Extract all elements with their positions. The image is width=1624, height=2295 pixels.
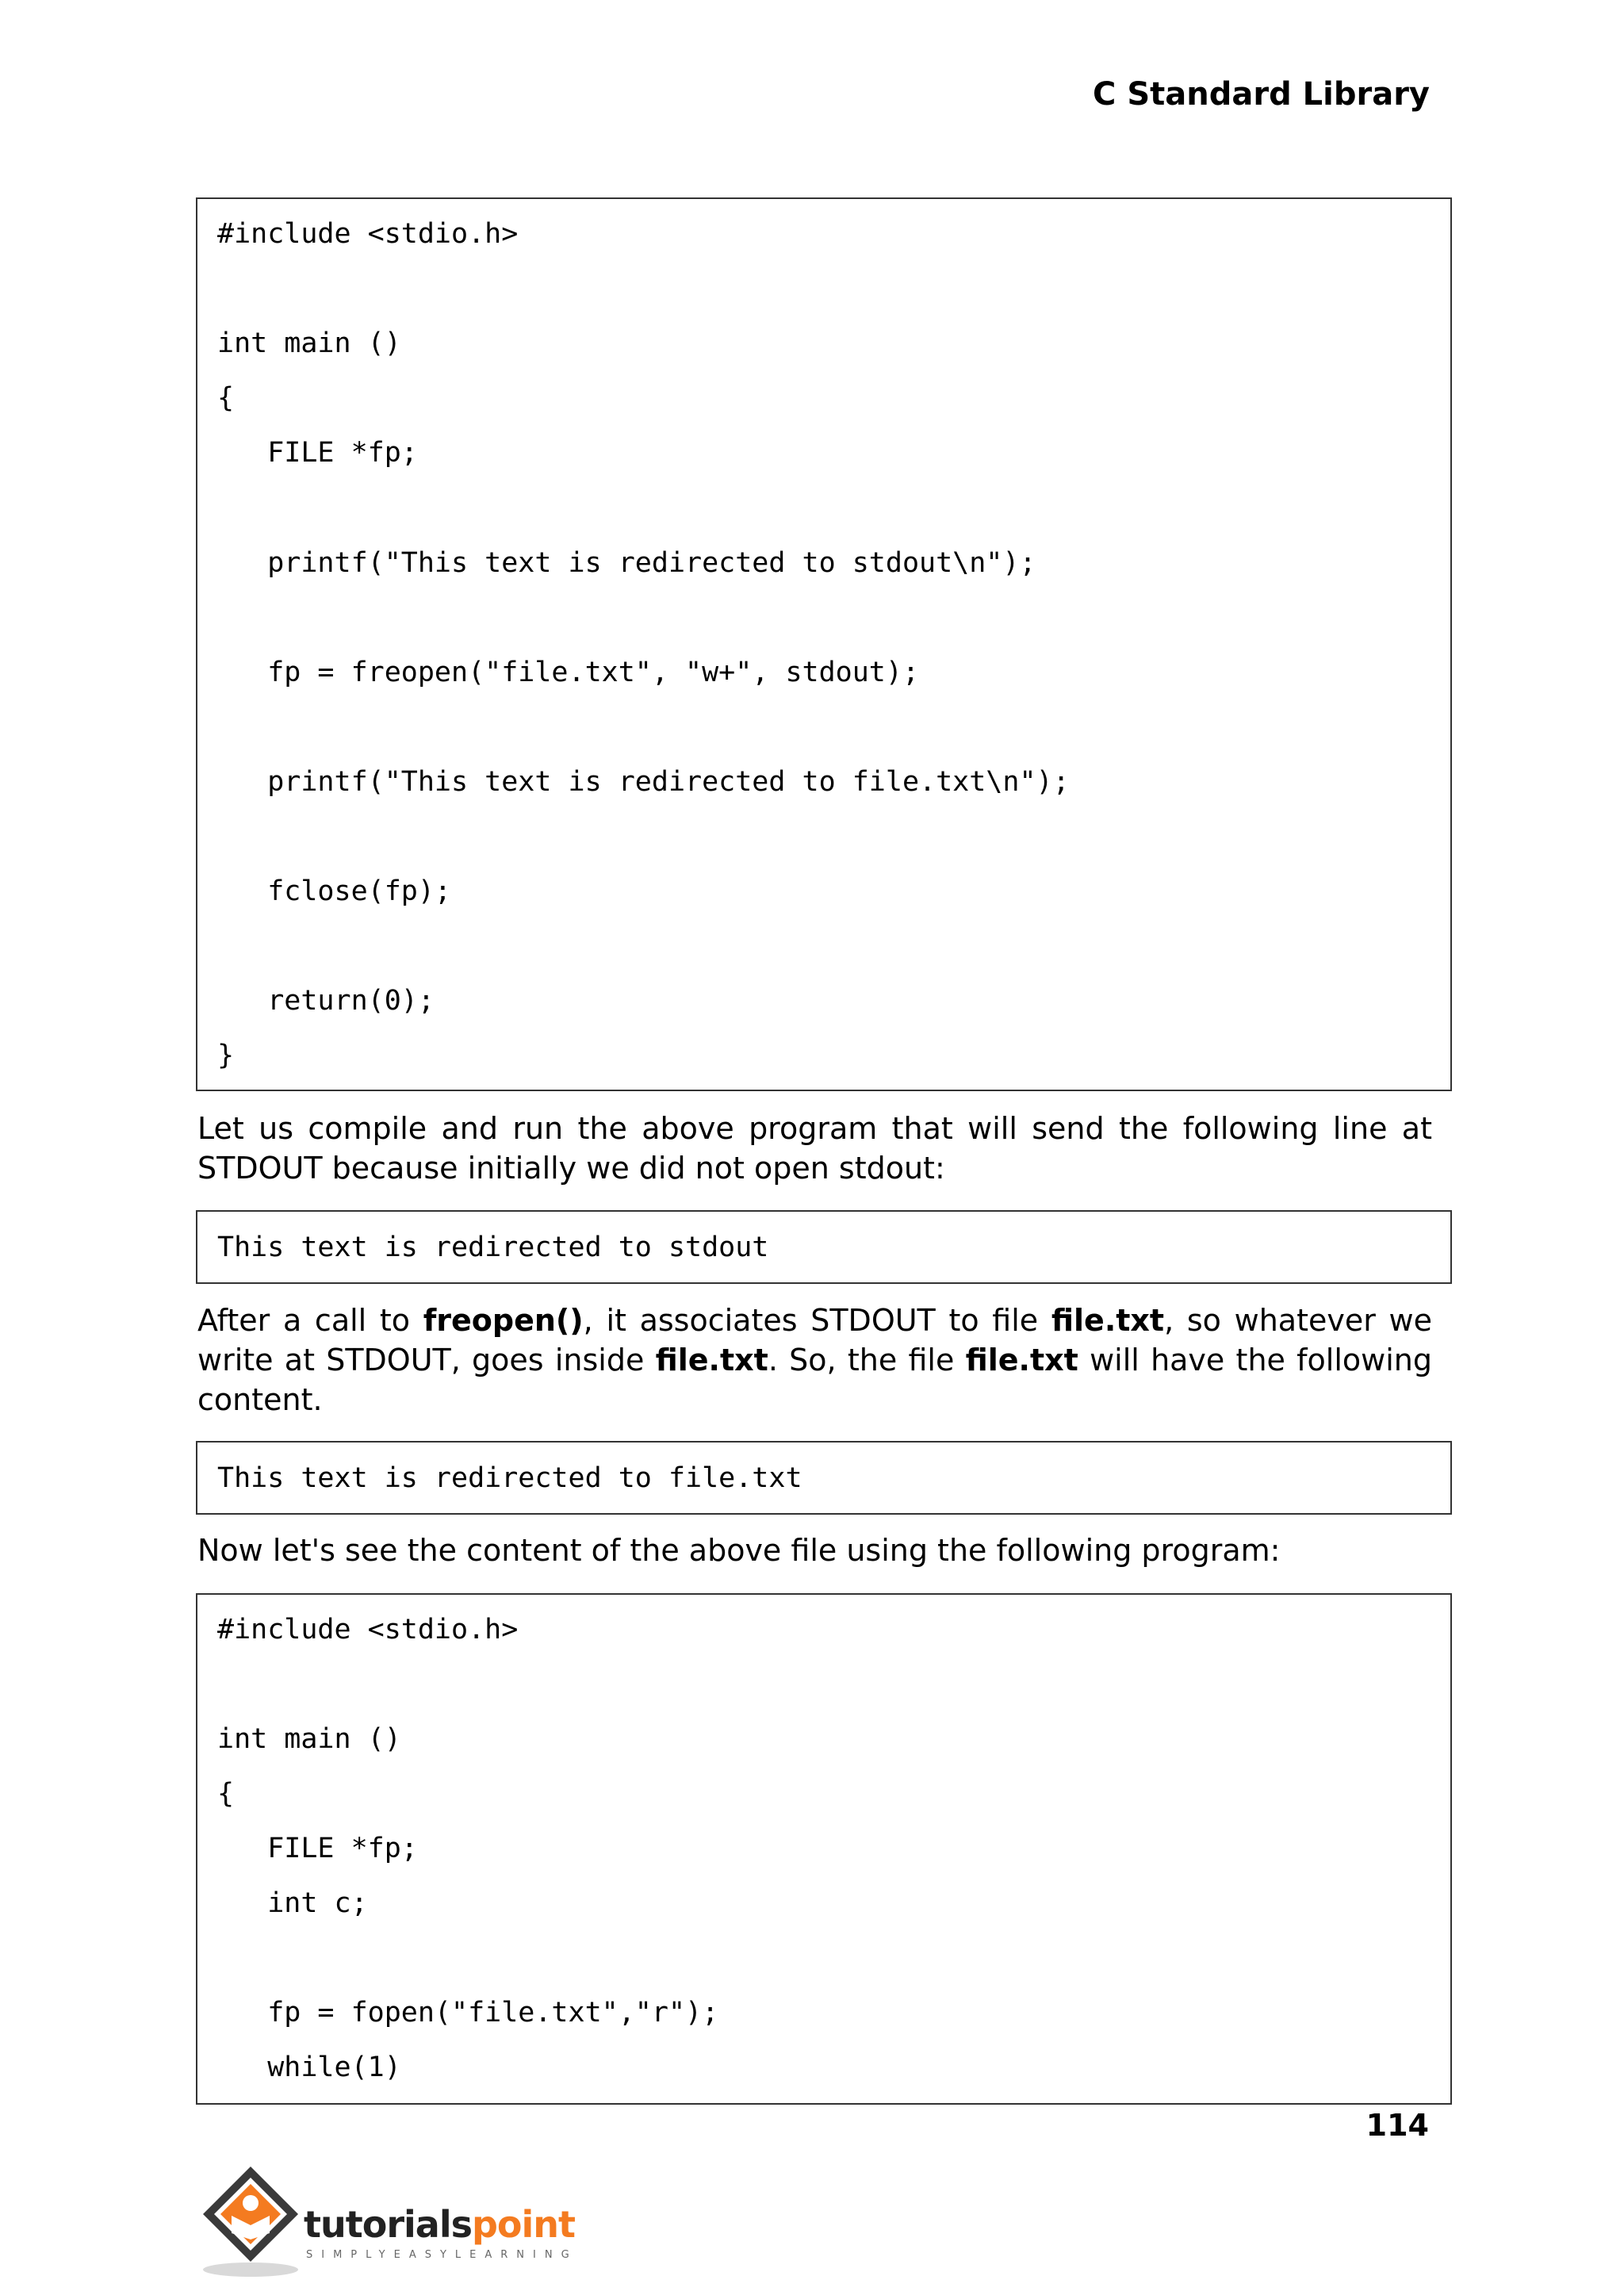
file-name: file.txt <box>655 1343 768 1377</box>
text-run: . So, the file <box>768 1343 966 1377</box>
code-line: fp = fopen("file.txt","r"); <box>217 1997 719 2029</box>
code-line: return(0); <box>217 985 435 1017</box>
code-line: int main () <box>217 328 401 359</box>
text-run: , so whatever we write at STDOUT, goes inside <box>197 1303 1432 1377</box>
output-block <box>196 1441 1452 1515</box>
logo-tagline: SIMPLYEASYLEARNING <box>306 2249 578 2261</box>
body-paragraph <box>197 1301 1432 1420</box>
logo-diamond-icon <box>197 2160 308 2279</box>
code-line: while(1) <box>217 2052 401 2083</box>
tutorialspoint-logo <box>197 2160 577 2279</box>
code-line: { <box>217 1778 235 1810</box>
page-number: 114 <box>1365 2108 1429 2143</box>
code-line: } <box>217 1040 235 1071</box>
code-line: fclose(fp); <box>217 875 452 907</box>
code-block <box>196 197 1452 1091</box>
body-paragraph: Let us compile and run the above program that will send the following line at STDOUT because initially we did not open stdout: <box>197 1111 1432 1186</box>
code-line: FILE *fp; <box>217 437 418 469</box>
code-line: #include <stdio.h> <box>217 1614 519 1646</box>
logo-wordmark-part: tutorials <box>304 2203 472 2246</box>
output-line: This text is redirected to file.txt <box>217 1462 802 1494</box>
code-line: fp = freopen("file.txt", "w+", stdout); <box>217 657 920 688</box>
text-run: will have the following content. <box>197 1343 1432 1417</box>
function-name: freopen() <box>423 1303 584 1338</box>
text-run: After a call to <box>197 1303 423 1338</box>
output-block <box>196 1210 1452 1284</box>
code-line: { <box>217 382 235 414</box>
code-block <box>196 1593 1452 2105</box>
logo-wordmark-part: point <box>471 2203 576 2246</box>
output-line: This text is redirected to stdout <box>217 1232 769 1263</box>
code-line: printf("This text is redirected to file.txt\n"); <box>217 766 1070 798</box>
page-header: C Standard Library <box>1093 76 1430 113</box>
logo-wordmark <box>304 2203 575 2246</box>
code-line: int c; <box>217 1887 368 1919</box>
code-line: FILE *fp; <box>217 1833 418 1864</box>
file-name: file.txt <box>1051 1303 1165 1338</box>
text-run: , it associates STDOUT to file <box>583 1303 1051 1338</box>
code-line: #include <stdio.h> <box>217 218 519 250</box>
code-line: int main () <box>217 1723 401 1755</box>
code-line: printf("This text is redirected to stdout\n"); <box>217 547 1036 579</box>
body-paragraph: Now let's see the content of the above file using the following program: <box>197 1533 1281 1568</box>
file-name: file.txt <box>965 1343 1078 1377</box>
